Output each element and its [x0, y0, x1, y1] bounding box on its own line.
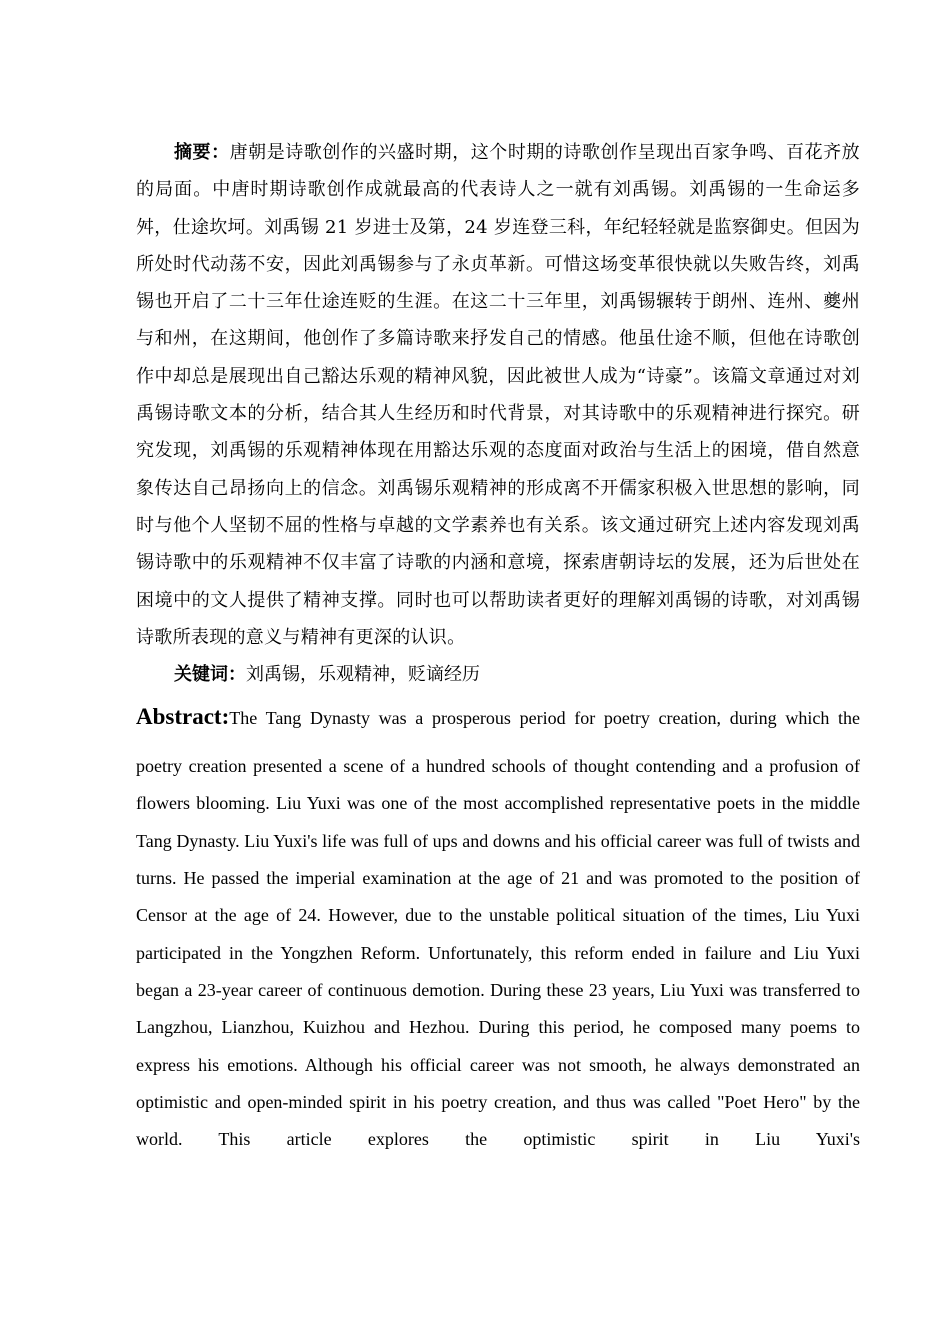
abstract-en-text: poetry creation presented a scene of a hundred schools of thought contending and a profusion of flowers blooming. Liu Yuxi was one of the most accomplished representative poets in the middle Tang Dynasty. Liu Yuxi's life was full of ups and downs and his official career was full of twists and turns. He passed the imperial examination at the age of 21 and was promoted to the position of Censor at the age of 24. However, due to the unstable political situation of the times, Liu Yuxi participated in the Yongzhen Reform. Unfortunately, this reform ended in failure and Liu Yuxi began a 23-year career of continuous demotion. During these 23 years, Liu Yuxi was transferred to Langzhou, Lianzhou, Kuizhou and Hezhou. During this period, he composed many poems to express his emotions. Although his official career was not smooth, he always demonstrated an optimistic and open-minded spirit in his poetry creation, and thus was called "Poet Hero" by the world. This article explores the optimistic spirit in Liu Yuxi's: [136, 756, 860, 1150]
keywords-cn-label: 关键词：: [174, 664, 246, 686]
abstract-en-label: Abstract:: [136, 704, 230, 730]
abstract-cn-label: 摘要：: [174, 142, 230, 163]
abstract-cn-text: 唐朝是诗歌创作的兴盛时期，这个时期的诗歌创作呈现出百家争鸣、百花齐放的局面。中唐时期诗歌创作成就最高的代表诗人之一就有刘禹锡。刘禹锡的一生命运多舛，仕途坎坷。刘禹锡 21 岁进士及第，24 岁连登三科，年纪轻轻就是监察御史。但因为所处时代动荡不安，因此刘禹锡参与了永贞革新。可惜这场变革很快就以失败告终，刘禹锡也开启了二十三年仕途连贬的生涯。在这二十三年里，刘禹锡辗转于朗州、连州、夔州与和州，在这期间，他创作了多篇诗歌来抒发自己的情感。他虽仕途不顺，但他在诗歌创作中却总是展现出自己豁达乐观的精神风貌，因此被世人成为“诗豪”。该篇文章通过对刘禹锡诗歌文本的分析，结合其人生经历和时代背景，对其诗歌中的乐观精神进行探究。研究发现，刘禹锡的乐观精神体现在用豁达乐观的态度面对政治与生活上的困境，借自然意象传达自己昂扬向上的信念。刘禹锡乐观精神的形成离不开儒家积极入世思想的影响，同时与他个人坚韧不屈的性格与卓越的文学素养也有关系。该文通过研究上述内容发现刘禹锡诗歌中的乐观精神不仅丰富了诗歌的内涵和意境，探索唐朝诗坛的发展，还为后世处在困境中的文人提供了精神支撑。同时也可以帮助读者更好的理解刘禹锡的诗歌，对刘禹锡诗歌所表现的意义与精神有更深的认识。: [136, 142, 860, 648]
abstract-en-section: [136, 699, 860, 1158]
abstract-en-first-line-text: The Tang Dynasty was a prosperous period for poetry creation, during which the: [229, 708, 860, 729]
keywords-cn-text: 刘禹锡，乐观精神，贬谪经历: [246, 664, 480, 686]
abstract-en-first-line: [136, 699, 860, 736]
document-page: [136, 134, 860, 1158]
keywords-cn-paragraph: [136, 656, 860, 693]
abstract-cn-paragraph: [136, 134, 860, 656]
